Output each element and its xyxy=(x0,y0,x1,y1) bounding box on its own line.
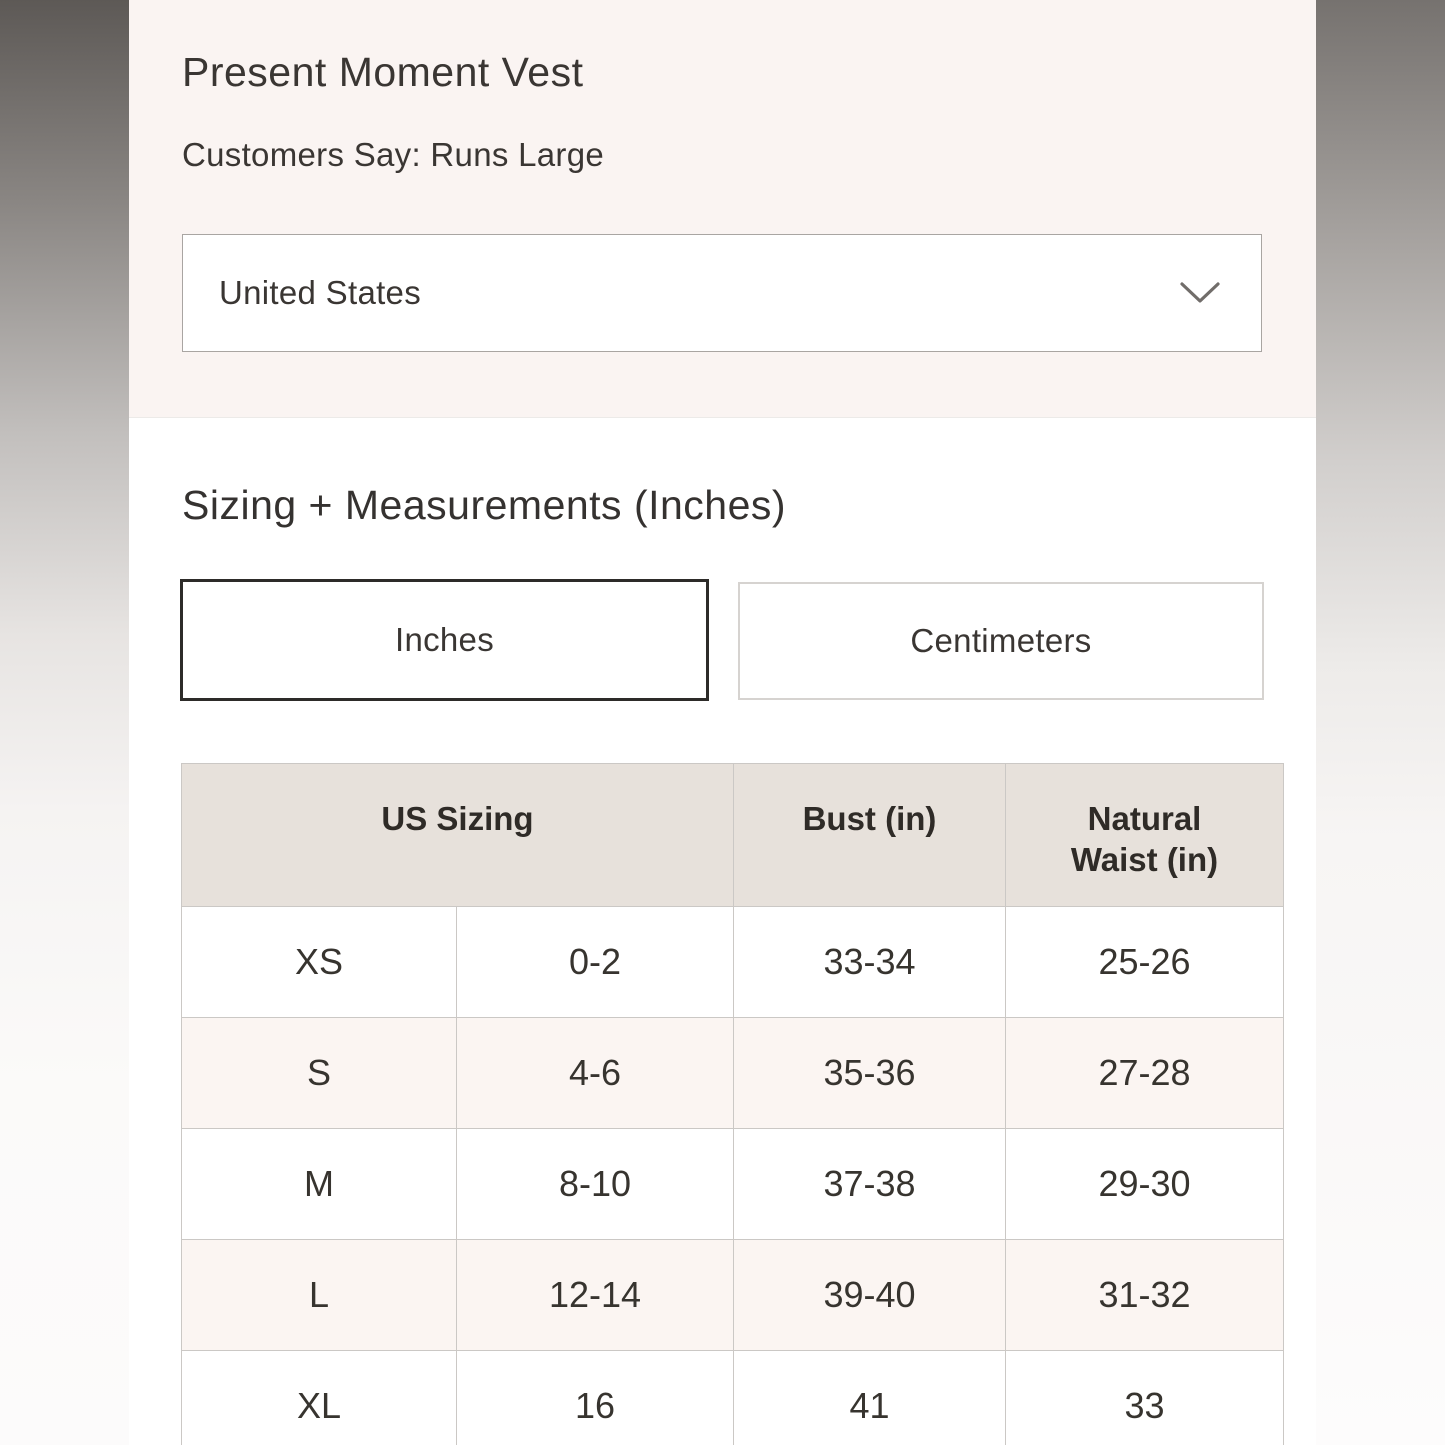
background-gradient-left xyxy=(0,0,130,1445)
column-header-us-sizing: US Sizing xyxy=(182,764,733,906)
table-cell-waist: 33 xyxy=(1006,1351,1283,1445)
table-cell-size: S xyxy=(182,1018,456,1128)
unit-toggle-inches[interactable]: Inches xyxy=(180,579,709,701)
fit-note: Customers Say: Runs Large xyxy=(182,136,605,173)
table-cell-us-size: 16 xyxy=(457,1351,733,1445)
table-cell-us-size: 0-2 xyxy=(457,907,733,1017)
table-cell-size: XS xyxy=(182,907,456,1017)
table-cell-size: L xyxy=(182,1240,456,1350)
page-title: Present Moment Vest xyxy=(182,49,584,95)
size-chart-table xyxy=(181,763,1284,1445)
unit-toggle-centimeters[interactable]: Centimeters xyxy=(738,582,1264,700)
table-cell-us-size: 8-10 xyxy=(457,1129,733,1239)
column-header-natural-waist: Natural Waist (in) xyxy=(1006,764,1283,906)
country-select-value: United States xyxy=(219,274,422,311)
chevron-down-icon xyxy=(1179,281,1221,305)
table-cell-waist: 25-26 xyxy=(1006,907,1283,1017)
table-cell-bust: 41 xyxy=(734,1351,1005,1445)
sizing-section-heading: Sizing + Measurements (Inches) xyxy=(182,482,787,528)
table-cell-bust: 35-36 xyxy=(734,1018,1005,1128)
table-cell-us-size: 12-14 xyxy=(457,1240,733,1350)
background-gradient-right xyxy=(1315,0,1445,1445)
table-cell-waist: 31-32 xyxy=(1006,1240,1283,1350)
table-cell-waist: 27-28 xyxy=(1006,1018,1283,1128)
table-cell-bust: 37-38 xyxy=(734,1129,1005,1239)
column-header-bust: Bust (in) xyxy=(734,764,1005,906)
table-cell-bust: 39-40 xyxy=(734,1240,1005,1350)
country-select[interactable] xyxy=(182,234,1262,352)
product-header-section xyxy=(129,0,1316,418)
table-cell-bust: 33-34 xyxy=(734,907,1005,1017)
table-cell-waist: 29-30 xyxy=(1006,1129,1283,1239)
table-cell-size: XL xyxy=(182,1351,456,1445)
size-guide-card xyxy=(129,0,1316,1445)
table-cell-size: M xyxy=(182,1129,456,1239)
table-cell-us-size: 4-6 xyxy=(457,1018,733,1128)
